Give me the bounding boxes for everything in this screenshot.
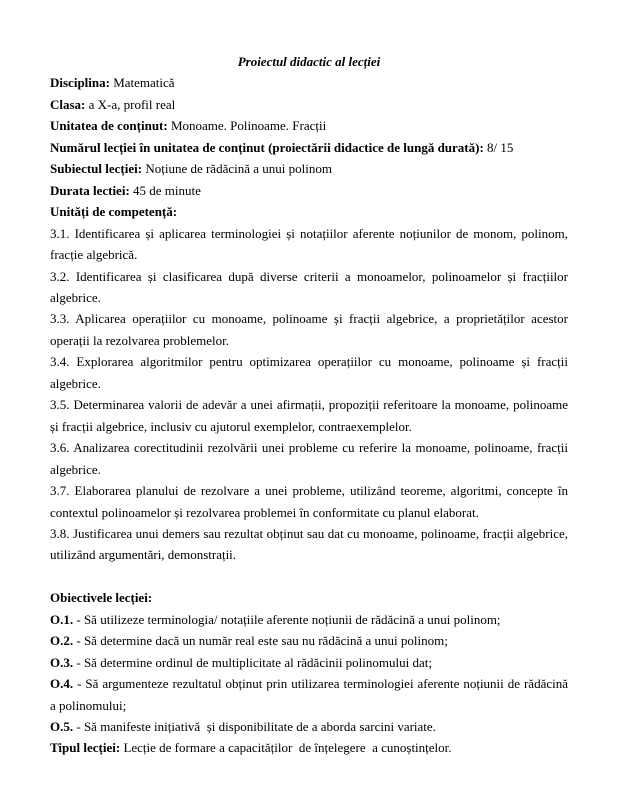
competence-item-3-3: 3.3. Aplicarea operațiilor cu monoame, polinoame și fracții algebrice, a proprietăților acestor operații la rezolvarea problemelor. [50, 311, 568, 348]
objective-item-o3 [50, 652, 568, 673]
objective-item-o5 [50, 716, 568, 737]
competence-item-3-2: 3.2. Identificarea și clasificarea după diverse criterii a monoamelor, polinoamelor și fracțiilor algebrice. [50, 268, 568, 305]
blank-line [50, 566, 568, 587]
objective-o1-text: - Să utilizeze terminologia/ notațiile aferente noțiunii de rădăcină a unui polinom; [76, 611, 501, 627]
competence-item-3-1: 3.1. Identificarea și aplicarea terminologiei și notațiilor aferente noțiunilor de monom, polinom, fracție algebrică. [50, 225, 568, 263]
lesson-type-value: Lecție de formare a capacităților de înțelegere a cunoștințelor. [123, 740, 452, 756]
objective-o3-text: - Să determine ordinul de multiplicitate al rădăcinii polinomului dat; [76, 654, 432, 670]
objective-o3-label: O.3. [50, 654, 74, 670]
competence-item-3-7: 3.7. Elaborarea planului de rezolvare a unei probleme, utilizând teoreme, algoritmi, concepte în contextul polinoamelor și rezolvarea problemei în conformitate cu planul elaborat. [50, 483, 568, 520]
field-numarul-value: 8/ 15 [487, 139, 514, 155]
objectives-heading: Obiectivele lecției: [50, 590, 153, 606]
objective-item-o4 [50, 673, 568, 716]
field-clasa [50, 94, 568, 115]
field-numarul-label: Numărul lecției în unitatea de conținut (proiectării didactice de lungă durată): [50, 139, 484, 155]
objective-o5-label: O.5. [50, 719, 74, 735]
objective-item-o1 [50, 609, 568, 630]
competences-heading: Unități de competență: [50, 204, 178, 220]
lesson-type-line [50, 737, 568, 758]
field-subiectul-label: Subiectul lecției: [50, 161, 143, 177]
competence-item-3-4: 3.4. Explorarea algoritmilor pentru optimizarea operațiilor cu monoame, polinoame și fracții algebrice. [50, 354, 568, 391]
field-subiectul-lectiei [50, 158, 568, 179]
objective-o4-label: O.4. [50, 676, 74, 692]
field-clasa-value: a X-a, profil real [88, 96, 176, 112]
document-title: Proiectul didactic al lecției [237, 54, 381, 69]
field-durata-value: 45 de minute [133, 182, 201, 198]
objective-item-o2 [50, 630, 568, 651]
competence-item-3-5: 3.5. Determinarea valorii de adevăr a unei afirmații, propoziții referitoare la monoame, polinoame și fracții algebrice, inclusiv cu ajutorul exemplelor, contraexemplelor. [50, 397, 568, 434]
field-subiectul-value: Noțiune de rădăcină a unui polinom [145, 161, 332, 177]
field-disciplina-value: Matematică [113, 75, 175, 91]
objective-o2-label: O.2. [50, 633, 74, 649]
competence-item-3-6: 3.6. Analizarea corectitudinii rezolvării unei probleme cu referire la monoame, polinoame, fracții algebrice. [50, 440, 568, 477]
field-numarul-lectiei [50, 137, 568, 158]
field-durata-label: Durata lectiei: [50, 182, 130, 198]
field-unitatea-de-continut [50, 115, 568, 136]
field-durata-lectiei [50, 180, 568, 201]
field-disciplina [50, 72, 568, 93]
field-clasa-label: Clasa: [50, 96, 86, 112]
competence-item-3-8: 3.8. Justificarea unui demers sau rezultat obținut sau dat cu monoame, polinoame, fracții algebrice, utilizând argumentări, demonstrații. [50, 525, 568, 563]
objective-o2-text: - Să determine dacă un număr real este sau nu rădăcină a unui polinom; [76, 633, 448, 649]
objective-o1-label: O.1. [50, 611, 74, 627]
objective-o5-text: - Să manifeste inițiativă și disponibilitate de a aborda sarcini variate. [76, 719, 436, 735]
field-unitatea-label: Unitatea de conținut: [50, 118, 168, 134]
lesson-type-label: Tipul lecției: [50, 740, 121, 756]
field-disciplina-label: Disciplina: [50, 75, 110, 91]
field-unitatea-value: Monoame. Polinoame. Fracții [170, 118, 327, 134]
objective-o4-text: - Să argumenteze rezultatul obținut prin utilizarea terminologiei aferente noțiunii de rădăcină a polinomului; [50, 676, 568, 713]
